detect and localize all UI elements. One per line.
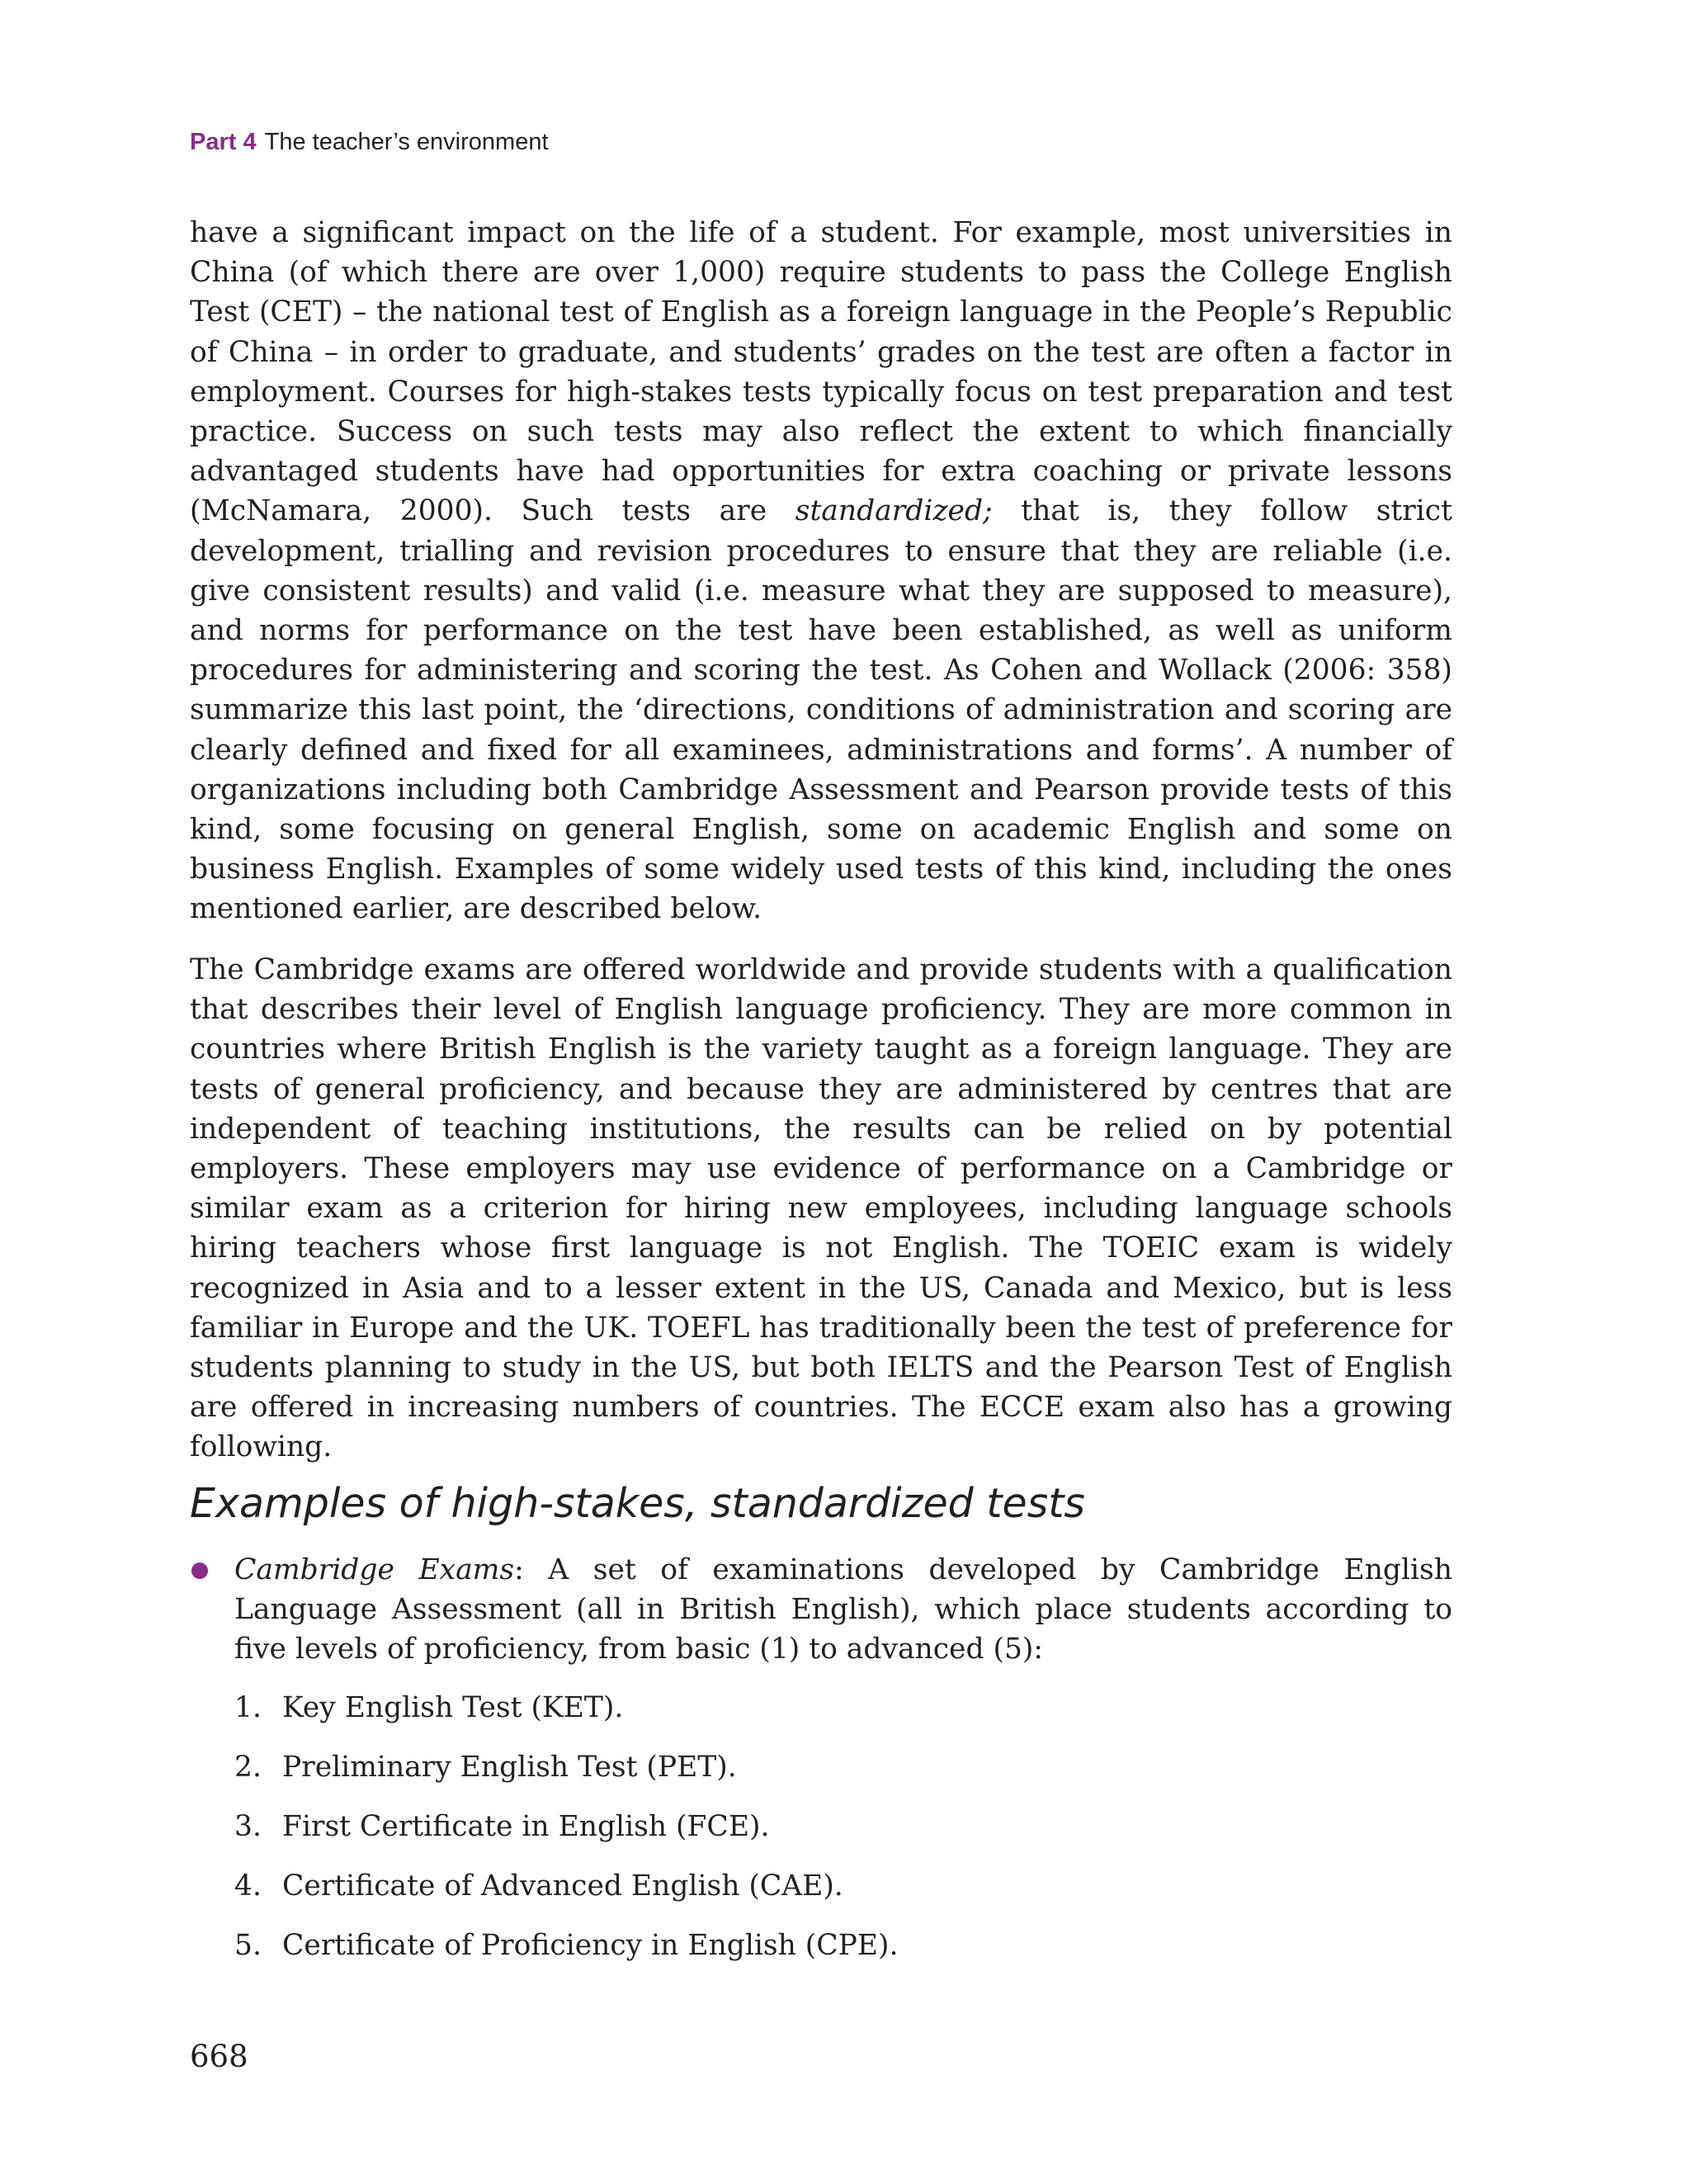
bullet-text (234, 1550, 1452, 1670)
list-item-text: First Certificate in English (FCE). (282, 1810, 770, 1843)
list-item (234, 1926, 898, 1985)
running-head (190, 129, 549, 156)
list-number: 3. (234, 1810, 262, 1843)
list-item (234, 1866, 898, 1926)
list-item (234, 1747, 898, 1807)
list-number: 5. (234, 1929, 262, 1962)
list-item-text: Key English Test (KET). (282, 1691, 624, 1724)
list-item-text: Certificate of Advanced English (CAE). (282, 1870, 843, 1903)
body-paragraph-2: The Cambridge exams are offered worldwide and provide students with a qualification that describes their level of English language proficiency. They are more common in countries where British English is the variety taught as a foreign language. They are tests of general proficiency, and because they are administered by centres that are independent of teaching institutions, the results can be relied on by potential employers. These employers may use evidence of performance on a Cambridge or similar exam as a criterion for hiring new employees, including language schools hiring teachers whose first language is not English. The TOEIC exam is widely recognized in Asia and to a lesser extent in the US, Canada and Mexico, but is less familiar in Europe and the UK. TOEFL has traditionally been the test of preference for students planning to study in the US, but both IELTS and the Pearson Test of English are offered in increasing numbers of countries. The ECCE exam also has a growing following. (190, 953, 1452, 1464)
emphasis-term: standardized; (795, 494, 993, 528)
list-item (234, 1688, 898, 1747)
chapter-title: The teacher’s environment (264, 129, 549, 155)
bullet-term: Cambridge Exams (234, 1553, 515, 1586)
bullet-item-cambridge-exams (190, 1550, 1452, 1670)
list-number: 4. (234, 1870, 262, 1903)
exam-levels-list (234, 1688, 898, 1985)
part-label: Part 4 (190, 129, 257, 155)
page-number: 668 (190, 2039, 248, 2074)
list-number: 1. (234, 1691, 262, 1724)
body-paragraph-1 (190, 213, 1452, 929)
list-number: 2. (234, 1751, 262, 1784)
list-item (234, 1807, 898, 1866)
list-item-text: Preliminary English Test (PET). (282, 1751, 737, 1784)
section-heading: Examples of high-stakes, standardized tests (190, 1480, 1085, 1527)
paragraph-text: have a significant impact on the life of a student. For example, most universities in China (of which there are over 1,000) require students to pass the College English Test (CET) – the national test of English as a foreign language in the People’s Republic of China – in order to graduate, and students’ grades on the test are often a factor in employment. Courses for high-stakes tests typically focus on test preparation and test practice. Success on such tests may also reflect the extent to which financially advantaged students have had opportunities for extra coaching or private lessons (McNamara, 2000). Such tests are (190, 216, 1452, 528)
bullet-dot-icon (191, 1562, 208, 1579)
bullet-description: : A set of examinations developed by Cambridge English Language Assessment (all in British English), which place students according to five levels of proficiency, from basic (1) to advanced (5): (234, 1553, 1452, 1666)
list-item-text: Certificate of Proficiency in English (CPE). (282, 1929, 899, 1962)
paragraph-text-continued: that is, they follow strict development, trialling and revision procedures to ensure that they are reliable (i.e. give consistent results) and valid (i.e. measure what they are supposed to measure), and norms for performance on the test have been established, as well as uniform procedures for administering and scoring the test. As Cohen and Wollack (2006: 358) summarize this last point, the ‘directions, conditions of administration and scoring are clearly defined and fixed for all examinees, administrations and forms’. A number of organizations including both Cambridge Assessment and Pearson provide tests of this kind, some focusing on general English, some on academic English and some on business English. Examples of some widely used tests of this kind, including the ones mentioned earlier, are described below. (190, 494, 1452, 926)
